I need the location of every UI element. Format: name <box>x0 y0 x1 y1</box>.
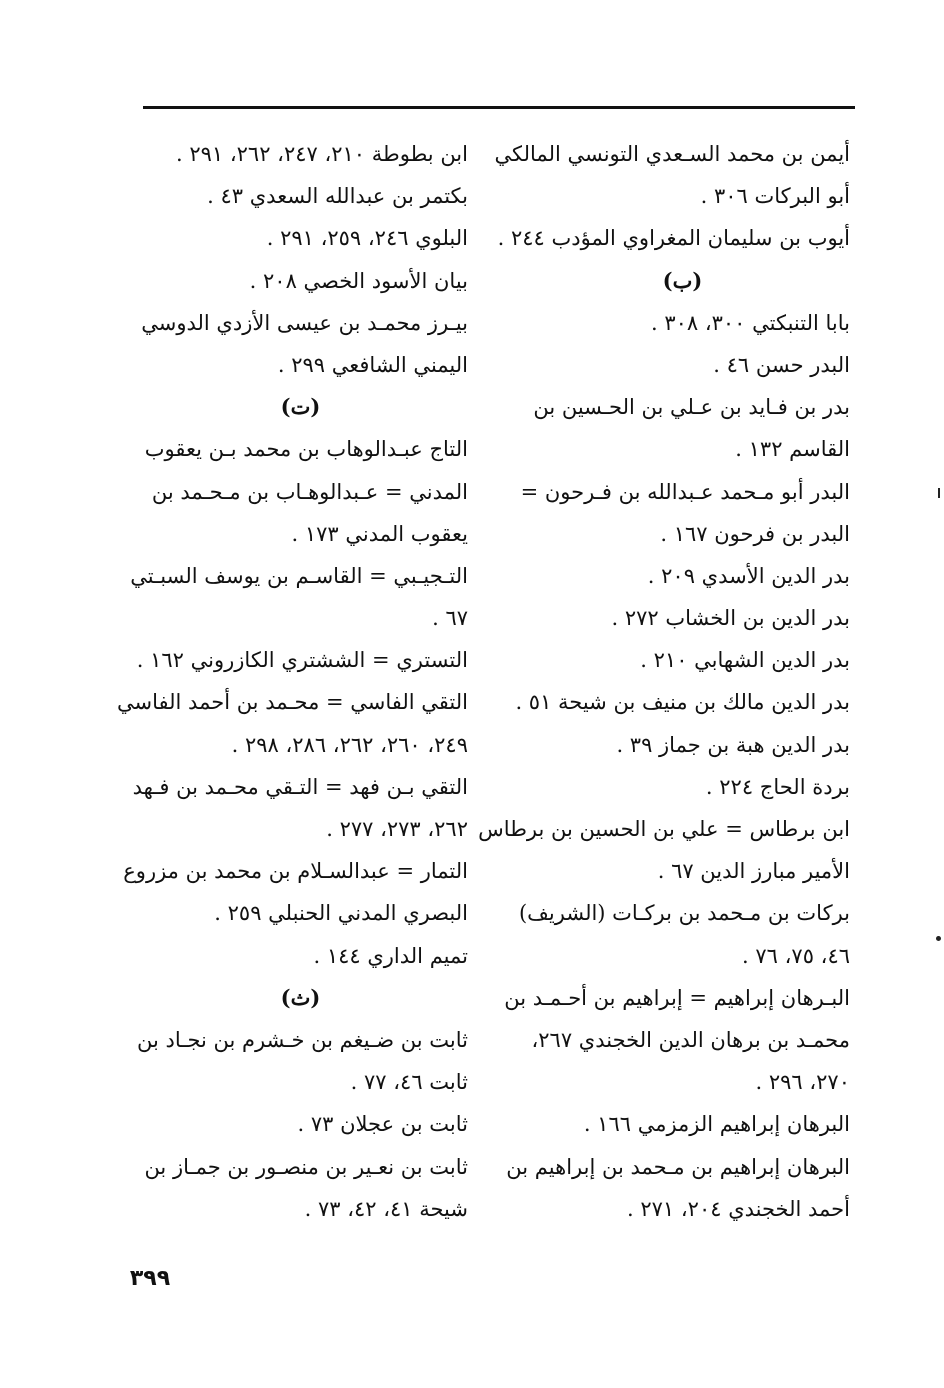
section-letter-heading: (ت) <box>280 394 321 420</box>
index-entry-line: التـجيـبي = القاسـم بن يوسف السبـتي <box>130 563 468 588</box>
index-entry-line: بكتمر بن عبدالله السعدي ٤٣ . <box>207 184 468 209</box>
index-entry-line: التقي الفاسي = محـمد بن أحمد الفاسي <box>117 690 468 715</box>
scan-edge-dot <box>936 936 941 941</box>
index-entry-line: ٢٤٩، ٢٦٠، ٢٦٢، ٢٨٦، ٢٩٨ . <box>231 732 468 757</box>
index-entry-line: ابن بطوطة ٢١٠، ٢٤٧، ٢٦٢، ٢٩١ . <box>175 142 468 166</box>
index-entry-line: أيوب بن سليمان المغراوي المؤدب ٢٤٤ . <box>497 226 850 251</box>
index-entry-line: بيان الأسود الخصي ٢٠٨ . <box>249 268 468 293</box>
index-entry-line: البرهان إبراهيم بن مـحمد بن إبراهيم بن <box>506 1154 850 1179</box>
index-entry-line: ثابت بن ضـيغم بن خـشرم بن نجـاد بن <box>137 1027 468 1052</box>
index-entry-line: شيحة ٤١، ٤٢، ٧٣ . <box>304 1196 468 1221</box>
index-entry-line: أبو البركات ٣٠٦ . <box>700 184 850 209</box>
index-entry-line: بيـرز محمـد بن عيسى الأزدي الدوسي <box>141 310 468 335</box>
index-entry-line: أيمن بن محمد السـعدي التونسي المالكي <box>494 142 850 166</box>
index-entry-line: ثابت ٤٦، ٧٧ . <box>350 1070 468 1095</box>
index-entry-line: بدر بن فـايد بن عـلي بن الحـسين بن <box>533 395 850 420</box>
index-entry-line: بدر الدين هبة بن جماز ٣٩ . <box>616 732 850 757</box>
index-entry-line: البرهان إبراهيم الزمزمي ١٦٦ . <box>583 1112 850 1137</box>
index-entry-line: ٤٦، ٧٥، ٧٦ . <box>742 943 850 968</box>
index-entry-line: بدر الدين الشهابي ٢١٠ . <box>640 648 850 673</box>
index-entry-line: بدر الدين مالك بن منيف بن شيحة ٥١ . <box>515 690 850 715</box>
index-entry-line: بردة الحاج ٢٢٤ . <box>705 774 850 799</box>
index-entry-line: البدر أبو مـحمد عـبدالله بن فـرحون = <box>520 479 850 504</box>
index-entry-line: الأمير مبارز الدين ٦٧ . <box>657 859 850 884</box>
index-entry-line: تميم الداري ١٤٤ . <box>313 943 468 968</box>
index-entry-line: بدر الدين الأسدي ٢٠٩ . <box>647 563 850 588</box>
index-entry-line: التاج عبـدالوهاب بن محمد بـن يعقوب <box>144 437 468 462</box>
index-entry-line: يعقوب المدني ١٧٣ . <box>291 521 468 546</box>
section-letter-heading: (ث) <box>280 984 321 1010</box>
index-entry-line: بدر الدين بن الخشاب ٢٧٢ . <box>611 606 850 631</box>
index-entry-line: التستري = الششتري الكازروني ١٦٢ . <box>136 648 468 673</box>
index-entry-line: البلوي ٢٤٦، ٢٥٩، ٢٩١ . <box>266 226 468 251</box>
index-entry-line: اليمني الشافعي ٢٩٩ . <box>277 352 468 377</box>
index-entry-line: ٢٧٠، ٢٩٦ . <box>755 1070 850 1095</box>
index-entry-line: ٦٧ . <box>432 606 468 631</box>
page-number: ٣٩٩ <box>129 1266 171 1291</box>
index-entry-line: ثابت بن نعـير بن منصـور بن جمـاز بن <box>144 1154 468 1179</box>
index-entry-line: ٢٦٢، ٢٧٣، ٢٧٧ . <box>326 817 468 841</box>
index-entry-line: محمـد بن برهان الدين الخجندي ٢٦٧، <box>531 1027 850 1052</box>
index-entry-line: التمار = عبدالسـلام بن محمد بن مزروع <box>123 859 468 884</box>
index-entry-line: أحمد الخجندي ٢٠٤، ٢٧١ . <box>627 1196 850 1221</box>
index-column-right <box>478 133 850 1230</box>
index-entry-line: القاسم ١٣٢ . <box>735 437 850 462</box>
section-letter-heading: (ب) <box>662 267 703 293</box>
index-entry-line: البدر حسن ٤٦ . <box>713 352 850 377</box>
index-entry-line: التقي بـن فهد = التـقي محـمد بن فـهد <box>132 774 468 799</box>
scan-edge-mark <box>938 488 940 498</box>
index-entry-line: ثابت بن عجلان ٧٣ . <box>297 1112 468 1137</box>
index-entry-line: بابا التنبكتي ٣٠٠، ٣٠٨ . <box>650 310 850 335</box>
top-rule <box>143 106 855 109</box>
index-entry-line: المدني = عـبدالوهـاب بن مـحـمد بن <box>151 479 468 504</box>
index-entry-line: ابن برطاس = علي بن الحسين بن برطاس <box>478 817 850 841</box>
index-entry-line: بركات بن مـحمد بن بركـات (الشريف) <box>518 901 850 926</box>
index-column-left <box>117 133 468 1230</box>
index-entry-line: البدر بن فرحون ١٦٧ . <box>660 521 850 546</box>
index-entry-line: البـرهان إبراهيم = إبراهيم بن أحـمـد بن <box>504 985 850 1010</box>
index-entry-line: البصري المدني الحنبلي ٢٥٩ . <box>214 901 468 926</box>
